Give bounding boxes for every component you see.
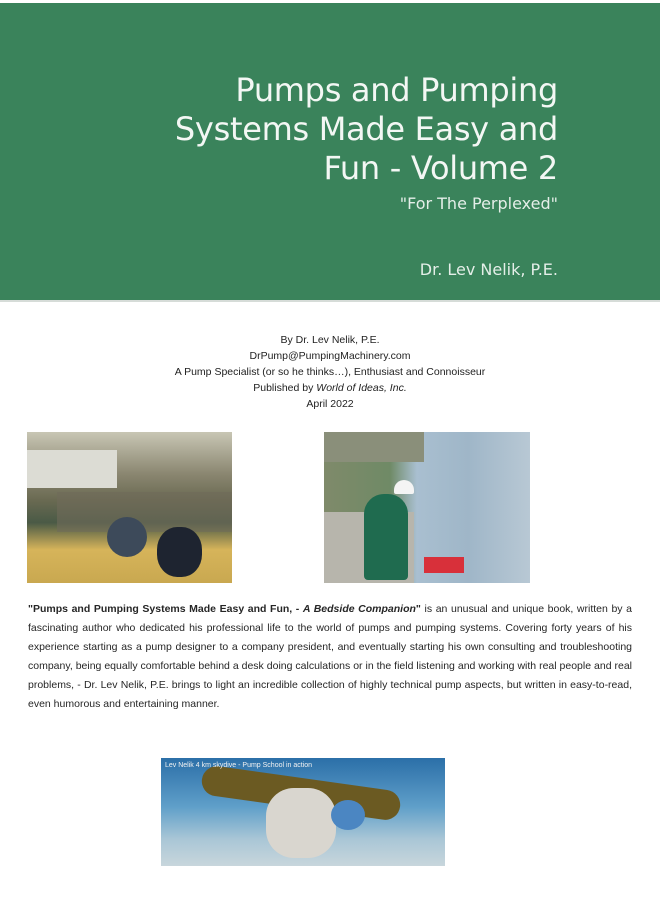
publisher-name: World of Ideas, Inc. [316,382,407,394]
byline-email: DrPump@PumpingMachinery.com [249,350,411,362]
classroom-photo [27,432,232,583]
byline [150,332,510,412]
cover-banner [0,3,660,302]
byline-date: April 2022 [306,398,354,410]
book-subtitle: "For The Perplexed" [399,194,558,213]
title-line-3: Fun - Volume 2 [323,149,558,187]
description-body: is an unusual and unique book, written by a fascinating author who dedicated his professional life to the world of pumps and pumping systems. Covering forty years of his experience starting as a pump designer to a company president, and eventually starting his own consulting and troubleshooting company, being equally comfortable behind a desk doing calculations or in the field listening and working with real people and real problems, - Dr. Lev Nelik, P.E. brings to light an incredible collection of highly technical pump aspects, but written in easy-to-read, even humorous and entertaining manner. [28,603,633,710]
byline-author: By Dr. Lev Nelik, P.E. [280,334,380,346]
description-title: "Pumps and Pumping Systems Made Easy and Fun, - A Bedside Companion" [28,603,421,615]
book-title [38,71,558,188]
byline-tagline: A Pump Specialist (or so he thinks…), Enthusiast and Connoisseur [174,366,486,378]
skydive-video-thumbnail[interactable] [161,758,445,866]
byline-publisher: Published by World of Ideas, Inc. [253,382,407,394]
title-line-1: Pumps and Pumping [235,71,558,109]
title-line-2: Systems Made Easy and [174,110,558,148]
video-caption: Lev Nelik 4 km skydive - Pump School in action [165,762,313,769]
pump-photo [324,432,530,583]
cover-author: Dr. Lev Nelik, P.E. [419,260,558,279]
book-description [28,600,632,714]
